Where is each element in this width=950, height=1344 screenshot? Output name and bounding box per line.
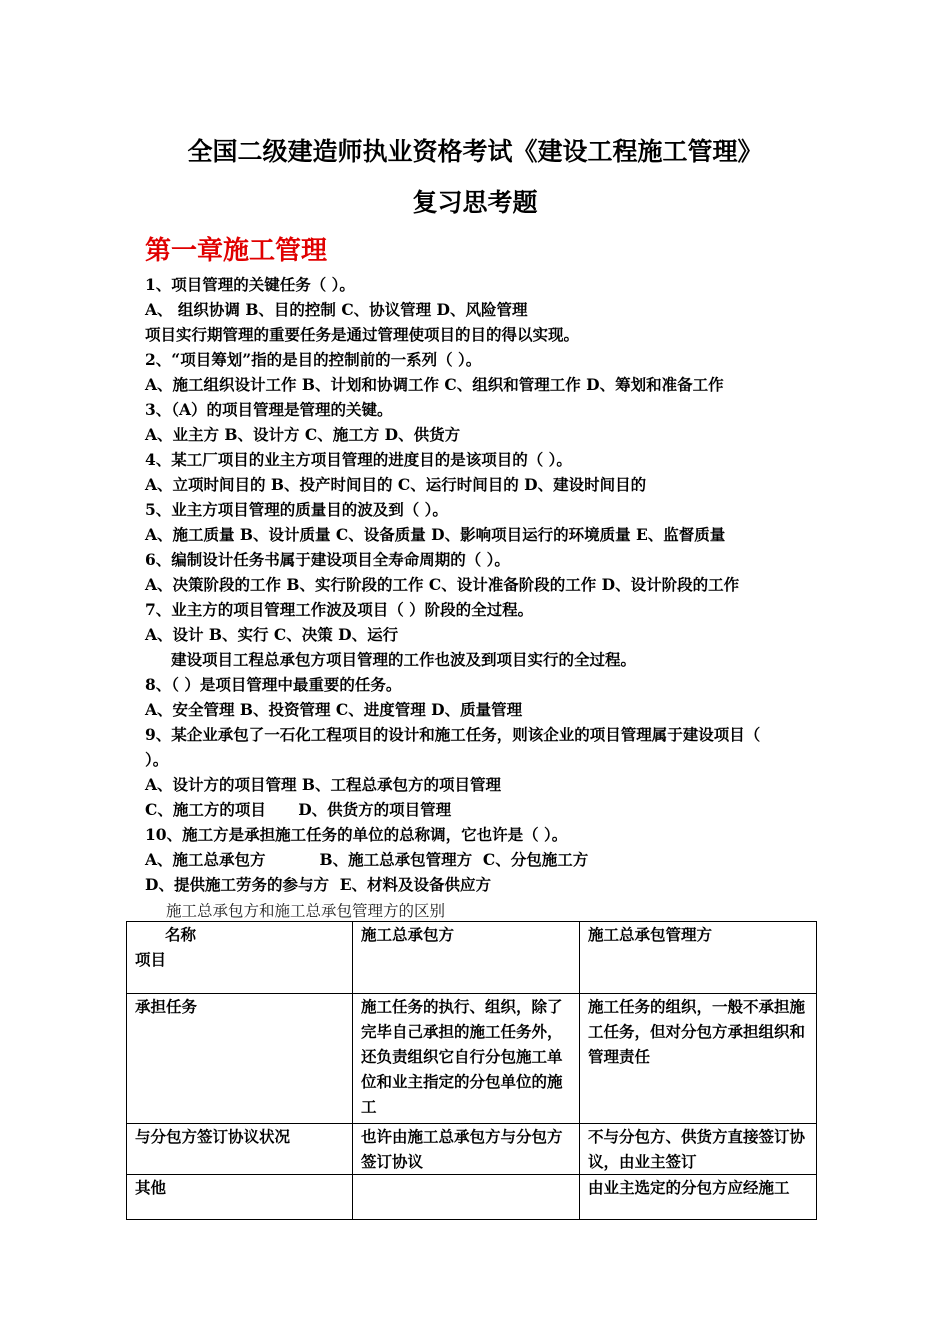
table-cell: 也许由施工总承包方与分包方签订协议 xyxy=(353,1124,580,1175)
text-line: A、决策阶段的工作 B、实行阶段的工作 C、设计准备阶段的工作 D、设计阶段的工作 xyxy=(145,575,740,594)
text-line: 项目实行期管理的重要任务是通过管理使项目的目的得以实现。 xyxy=(145,325,580,344)
text-line: 10、施工方是承担施工任务的单位的总称调，它也许是（ ）。 xyxy=(145,825,568,844)
row-label-cell: 承担任务 xyxy=(127,994,353,1124)
text-line: 4、某工厂项目的业主方项目管理的进度目的是该项目的（ ）。 xyxy=(145,450,572,469)
text-line: A、 组织协调 B、目的控制 C、协议管理 D、风险管理 xyxy=(145,300,528,319)
text-line: A、施工质量 B、设计质量 C、设备质量 D、影响项目运行的环境质量 E、监督质量 xyxy=(145,525,726,544)
row-label-cell: 与分包方签订协议状况 xyxy=(127,1124,353,1175)
text-line: 6、编制设计任务书属于建设项目全寿命周期的（ ）。 xyxy=(145,550,510,569)
text-line: D、提供施工劳务的参与方 E、材料及设备供应方 xyxy=(145,875,492,894)
header-item-label: 项目 xyxy=(135,950,167,969)
text-line: A、设计 B、实行 C、决策 D、运行 xyxy=(145,625,399,644)
text-line: 5、业主方项目管理的质量目的波及到（ ）。 xyxy=(145,500,448,519)
text-line: 3、（A）的项目管理是管理的关键。 xyxy=(145,400,393,419)
header-diagonal-cell xyxy=(127,922,353,994)
question-list xyxy=(145,272,825,897)
text-line: 建设项目工程总承包方项目管理的工作也波及到项目实行的全过程。 xyxy=(171,650,637,669)
header-cell: 施工总承包管理方 xyxy=(580,922,817,994)
text-line: 8、（ ）是项目管理中最重要的任务。 xyxy=(145,675,402,694)
table-cell: 施工任务的组织，一般不承担施工任务，但对分包方承担组织和管理责任 xyxy=(580,994,817,1124)
text-line: A、施工总承包方 B、施工总承包管理方 C、分包施工方 xyxy=(145,850,589,869)
header-name-label: 名称 xyxy=(165,925,197,944)
chapter-heading: 第一章施工管理 xyxy=(145,236,328,266)
table-row xyxy=(127,1175,817,1220)
table-row xyxy=(127,1124,817,1175)
text-line: A、业主方 B、设计方 C、施工方 D、供货方 xyxy=(145,425,461,444)
text-line: 2、“项目筹划”指的是目的控制前的一系列（ ）。 xyxy=(145,350,482,369)
text-line: 1、项目管理的关键任务（ ）。 xyxy=(145,275,355,294)
table-header-row xyxy=(127,922,817,994)
text-line: ）。 xyxy=(145,750,169,769)
document-title: 全国二级建造师执业资格考试《建设工程施工管理》 xyxy=(187,137,763,166)
text-line: 7、业主方的项目管理工作波及项目（ ）阶段的全过程。 xyxy=(145,600,534,619)
table-cell: 不与分包方、供货方直接签订协议，由业主签订 xyxy=(580,1124,817,1175)
text-line: A、立项时间目的 B、投产时间目的 C、运行时间目的 D、建设时间目的 xyxy=(145,475,647,494)
text-line: A、施工组织设计工作 B、计划和协调工作 C、组织和管理工作 D、筹划和准备工作 xyxy=(145,375,724,394)
text-line: C、施工方的项目 D、供货方的项目管理 xyxy=(145,800,452,819)
text-line: 9、某企业承包了一石化工程项目的设计和施工任务，则该企业的项目管理属于建设项目（ xyxy=(145,725,761,744)
comparison-table xyxy=(126,921,817,1220)
table-cell: 施工任务的执行、组织，除了完毕自己承担的施工任务外，还负责组织它自行分包施工单位和业主指定的分包单位的施工 xyxy=(353,994,580,1124)
table-cell: 由业主选定的分包方应经施工 xyxy=(580,1175,817,1220)
row-label-cell: 其他 xyxy=(127,1175,353,1220)
text-line: A、安全管理 B、投资管理 C、进度管理 D、质量管理 xyxy=(145,700,523,719)
table-caption: 施工总承包方和施工总承包管理方的区别 xyxy=(166,902,446,920)
document-subtitle: 复习思考题 xyxy=(412,188,538,217)
table-row xyxy=(127,994,817,1124)
text-line: A、设计方的项目管理 B、工程总承包方的项目管理 xyxy=(145,775,502,794)
table-cell xyxy=(353,1175,580,1220)
header-cell: 施工总承包方 xyxy=(353,922,580,994)
